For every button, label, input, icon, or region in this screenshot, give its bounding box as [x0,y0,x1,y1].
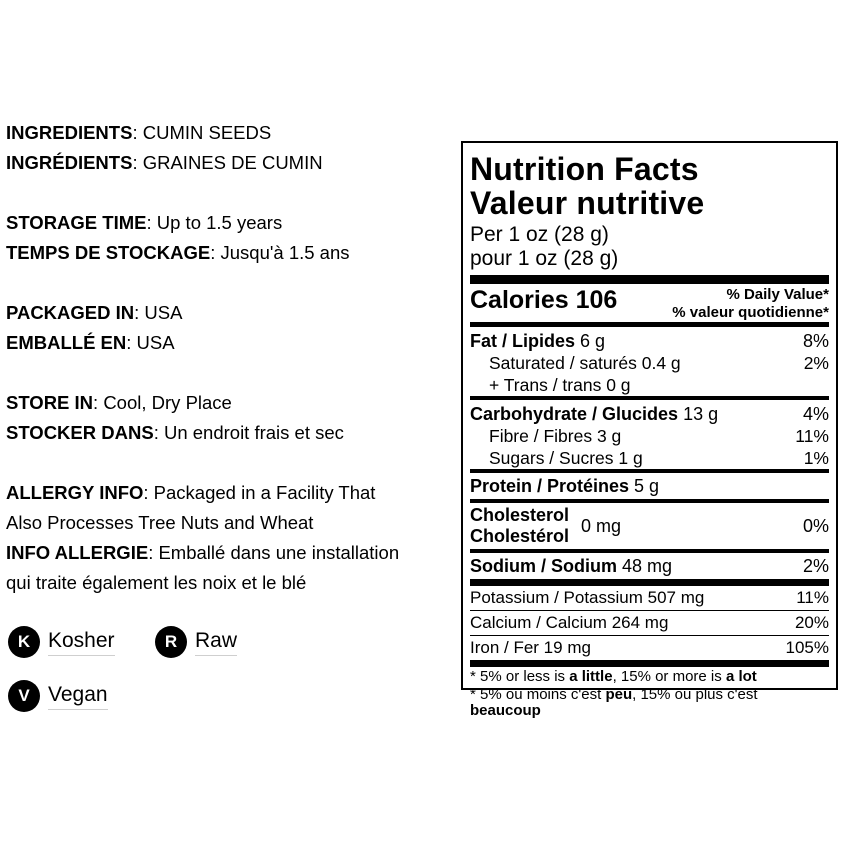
daily-value-header: % Daily Value* % valeur quotidienne* [672,286,829,321]
storage-fr: TEMPS DE STOCKAGE: Jusqu'à 1.5 ans [6,242,350,263]
carbohydrate-row: Carbohydrate / Glucides 13 g 4% [470,404,829,424]
footnote-fr: * 5% ou moins c'est peu, 15% ou plus c'est beaucoup [470,686,758,719]
divider [470,275,829,284]
allergy-en: ALLERGY INFO: Packaged in a Facility That [6,482,376,503]
sugars-row: Sugars / Sucres 1 g 1% [470,447,829,473]
allergy-fr: INFO ALLERGIE: Emballé dans une installation [6,542,400,563]
kosher-icon: K [8,626,40,658]
nutrition-title-fr: Valeur nutritive [470,185,705,221]
nutrition-title-en: Nutrition Facts [470,151,699,187]
ingredients-fr: INGRÉDIENTS: GRAINES DE CUMIN [6,152,323,173]
fibre-row: Fibre / Fibres 3 g 11% [489,426,829,446]
kosher-badge [8,626,115,658]
packaged-fr: EMBALLÉ EN: USA [6,332,175,353]
raw-icon: R [155,626,187,658]
ingredients-en: INGREDIENTS: CUMIN SEEDS [6,122,272,143]
serving-size-en: Per 1 oz (28 g) [470,223,609,246]
allergy-fr-cont: qui traite également les noix et le blé [6,572,307,593]
serving-size-fr: pour 1 oz (28 g) [470,247,619,270]
trans-row: + Trans / trans 0 g [470,374,829,400]
raw-badge [155,626,237,658]
product-info [6,118,456,598]
potassium-row: Potassium / Potassium 507 mg 11% [470,586,829,611]
storage-en: STORAGE TIME: Up to 1.5 years [6,212,283,233]
sodium-row: Sodium / Sodium 48 mg 2% [470,553,829,586]
raw-label: Raw [195,629,237,656]
fat-row: Fat / Lipides 6 g 8% [470,331,829,351]
packaged-en: PACKAGED IN: USA [6,302,183,323]
store-fr: STOCKER DANS: Un endroit frais et sec [6,422,344,443]
vegan-label: Vegan [48,683,108,710]
allergy-en-cont: Also Processes Tree Nuts and Wheat [6,512,314,533]
kosher-label: Kosher [48,629,115,656]
protein-row: Protein / Protéines 5 g [470,473,829,503]
calories-label: Calories 106 [470,286,618,314]
vegan-badge [8,680,108,712]
nutrition-facts-panel [461,141,838,719]
store-en: STORE IN: Cool, Dry Place [6,392,232,413]
calories-row [470,284,829,327]
iron-row: Iron / Fer 19 mg 105% [470,636,829,667]
vegan-icon: V [8,680,40,712]
calcium-row: Calcium / Calcium 264 mg 20% [470,611,829,636]
saturated-row: Saturated / saturés 0.4 g 2% [489,353,829,373]
footnote-en: * 5% or less is a little, 15% or more is a lot [470,668,757,685]
cholesterol-row: Cholesterol Cholestérol 0 mg 0% [470,503,829,553]
